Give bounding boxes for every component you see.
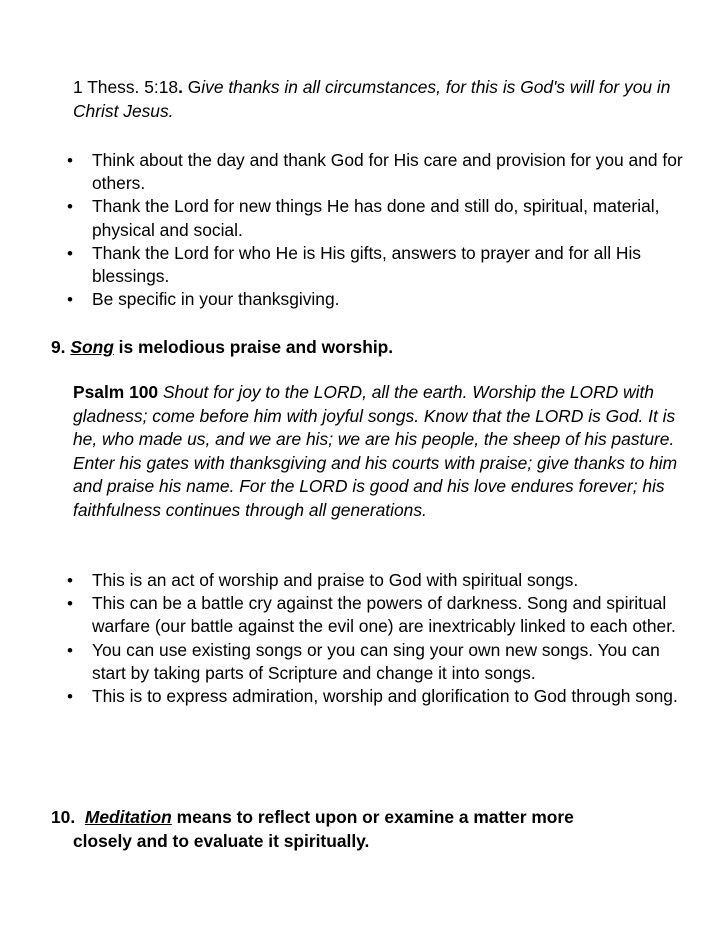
list-item [67, 195, 688, 241]
bullet-icon: • [67, 687, 73, 707]
bullet-icon: • [67, 571, 73, 590]
section-10-heading [51, 806, 691, 853]
list-item [67, 639, 688, 685]
bullet-icon: • [67, 290, 73, 310]
list-item-text: You can use existing songs or you can sing your own new songs. You can start by taking parts of Scripture and change it into songs. [92, 639, 660, 683]
verse-first-letter: G [187, 77, 202, 97]
verse-text: ive thanks in all circumstances, for this is God's will for you in Christ Jesus. [73, 77, 671, 121]
bullet-icon: • [67, 243, 73, 263]
section-keyword: Song [70, 337, 114, 357]
section-9-heading [51, 336, 691, 360]
psalm-text: Shout for joy to the LORD, all the earth. Worship the LORD with gladness; come before him with joyful songs. Know that the LORD is God. It is he, who made us, and we are his; we are his people, the sheep of his pasture. Enter his gates with thanksgiving and his courts with praise; give thanks to him and praise his name. For the LORD is good and his love endures forever; his faithfulness continues through all generations. [73, 382, 678, 520]
section-heading-text: is melodious praise and worship. [113, 337, 394, 357]
list-item-text: This is to express admiration, worship and glorification to God through song. [92, 686, 678, 707]
list-item [67, 569, 688, 592]
bullet-icon: • [67, 640, 73, 660]
psalm-100-quote [73, 381, 693, 522]
list-item [67, 288, 688, 311]
bullet-icon: • [67, 151, 73, 170]
verse-reference: 1 Thess. 5:18 [73, 77, 179, 97]
list-item-text: Think about the day and thank God for His care and provision for you and for others. [92, 150, 683, 194]
thessalonians-verse [73, 76, 693, 123]
list-item-text: Thank the Lord for who He is His gifts, answers to prayer and for all His blessings. [92, 242, 642, 287]
section-keyword: Meditation [84, 807, 172, 827]
section-number: 9. [51, 337, 66, 357]
section-number: 10. [51, 807, 76, 827]
list-item-text: This is an act of worship and praise to God with spiritual songs. [92, 570, 579, 590]
song-bullet-list [67, 569, 688, 708]
list-item [67, 149, 688, 195]
section-heading-text-continued: closely and to evaluate it spiritually. [73, 830, 370, 851]
list-item-text: Thank the Lord for new things He has done and still do, spiritual, material, physical and social. [92, 196, 660, 240]
psalm-reference: Psalm 100 [73, 382, 159, 402]
bullet-icon: • [67, 594, 73, 614]
section-heading-text: means to reflect upon or examine a matter more [171, 807, 574, 827]
bullet-icon: • [67, 197, 73, 217]
verse-separator: . [178, 77, 188, 97]
list-item-text: This can be a battle cry against the powers of darkness. Song and spiritual warfare (our battle against the evil one) are inextricably linked to each other. [92, 593, 676, 637]
list-item-text: Be specific in your thanksgiving. [92, 289, 340, 310]
list-item [67, 592, 688, 638]
list-item [67, 685, 688, 708]
thanksgiving-bullet-list [67, 149, 688, 311]
list-item [67, 242, 688, 288]
